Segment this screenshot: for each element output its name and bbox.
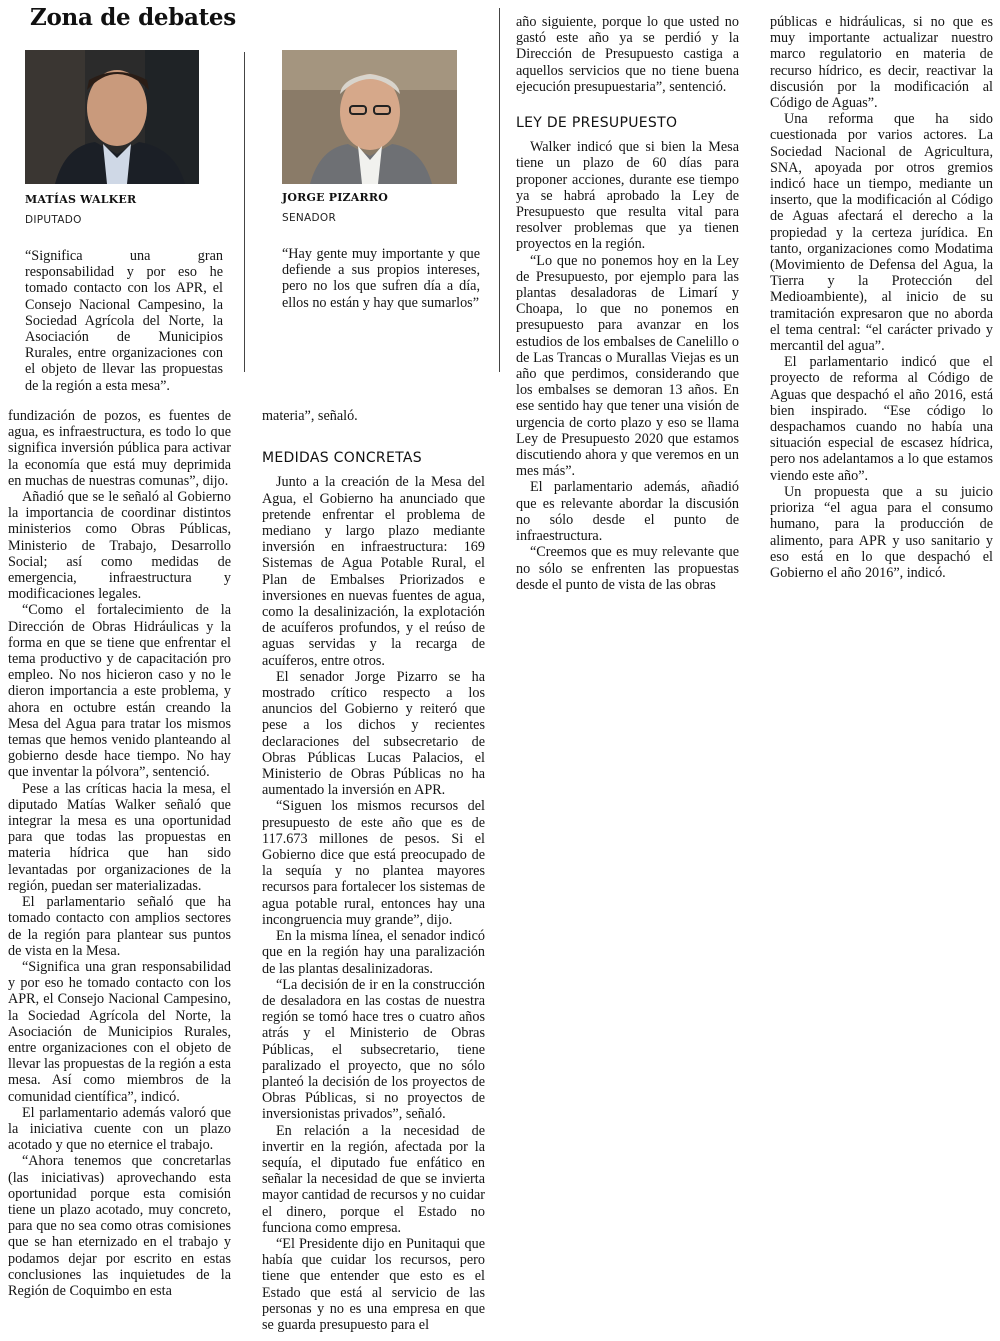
- paragraph: Junto a la creación de la Mesa del Agua, el Gobierno ha anunciado que pretende enfrentar el problema de mediano y largo plazo mediante inversión en infraestructura: 169 Sistemas de Agua Potable Rural, el Plan de Embalses Priorizados e inversiones en nuevas fuentes de agua, como la desalinización, la explotación de acuíferos profundos, y el reúso de aguas servidas y la recarga de acuíferos, entre otros.: [262, 474, 485, 669]
- profile-name-pizarro: JORGE PIZARRO: [282, 191, 388, 204]
- paragraph: fundización de pozos, es fuentes de agua, es infraestructura, es todo lo que significa inversión pública para activar la economía que está muy deprimida en muchas de nuestras comunas”, dijo.: [8, 408, 231, 489]
- paragraph: “El Presidente dijo en Punitaqui que había que cuidar los recursos, pero tiene que entender que esto es el Estado que está al servicio de las personas y no es una empresa en que se guarda presupuesto para el: [262, 1235, 485, 1333]
- paragraph: “Lo que no ponemos hoy en la Ley de Presupuesto, por ejemplo para las plantas desaladoras de Limarí y Choapa, lo que no ponemos en presupuesto para avanzar en los estudios de los embalses de Canelillo o de Las Trancas o Murallas Viejas es un año que perdimos, considerando que los embalses se demoran 13 años. En ese sentido hay que tener una visión de urgencia de corto plazo y eso se llama Ley de Presupuesto 2020 que estamos discutiendo ahora y que veremos en un mes más”.: [516, 252, 739, 480]
- article-column-1: [8, 408, 231, 1299]
- profile-divider-1: [244, 52, 245, 372]
- profile-name-walker: MATÍAS WALKER: [25, 193, 137, 206]
- paragraph: El parlamentario señaló que ha tomado contacto con amplios sectores de la región para plantear sus puntos de vista en la Mesa.: [8, 894, 231, 959]
- portrait-pizarro: [282, 50, 457, 184]
- profile-quote-walker: “Significa una gran responsabilidad y por eso he tomado contacto con los APR, el Consejo Nacional Campesino, la Sociedad Agrícola del Norte, la Asociación de Municipios Rurales, entre organizaciones con el objeto de llevar las propuestas de la región a esta mesa”.: [25, 248, 223, 394]
- paragraph: “Significa una gran responsabilidad y por eso he tomado contacto con los APR, el Consejo Nacional Campesino, la Sociedad Agrícola del Norte, la Asociación de Municipios Rurales, entre organizaciones con el objeto de llevar las propuestas de la región a esta mesa. Así como miembros de la comunidad científica”, indicó.: [8, 958, 231, 1105]
- paragraph: El parlamentario además, añadió que es relevante abordar la discusión no sólo desde el punto de infraestructura.: [516, 479, 739, 545]
- paragraph: En la misma línea, el senador indicó que en la región hay una paralización de las plantas desalinizadoras.: [262, 928, 485, 977]
- portrait-walker: [25, 50, 199, 184]
- paragraph: En relación a la necesidad de invertir en la región, afectada por la sequía, el diputado fue enfático en señalar la necesidad de que se invierta mayor cantidad de recursos y no cuidar el dinero, porque el Estado no funciona como empresa.: [262, 1122, 485, 1236]
- paragraph: Un propuesta que a su juicio prioriza “el agua para el consumo humano, para la producción de alimento, para APR y uso sanitario y eso está en lo que despachó el Gobierno el año 2016”, indicó.: [770, 483, 993, 581]
- paragraph: Walker indicó que si bien la Mesa tiene un plazo de 60 días para proponer acciones, durante ese tiempo ya se habrá aprobado la Ley de Presupuesto que resulta vital para resolver problemas que ya tienen proyectos en la región.: [516, 139, 739, 253]
- paragraph: “La decisión de ir en la construcción de desaladora en las costas de nuestra región se tomó hace tres o cuatro años atrás y el Ministerio de Obras Públicas, el subsecretario, tiene paralizado el proyecto, que no sólo planteó la decisión de los proyectos de Obras Públicas, si no proyectos de inversionistas privados”, señaló.: [262, 976, 485, 1123]
- article-column-3: [516, 14, 739, 593]
- section-title: Zona de debates: [30, 4, 236, 31]
- paragraph: año siguiente, porque lo que usted no gastó este año ya se perdió y la Dirección de Presupuesto castiga a aquellos servicios que no tiene buena ejecución presupuestaria”, sentenció.: [516, 14, 739, 95]
- profile-role-pizarro: SENADOR: [282, 212, 337, 224]
- profile-quote-pizarro: “Hay gente muy importante y que defiende a sus propios intereses, pero no los que sufren día a día, ellos no están y hay que sumarlos”: [282, 246, 480, 311]
- paragraph: El parlamentario además valoró que la iniciativa cuente con un plazo acotado y que no eternice el trabajo.: [8, 1104, 231, 1154]
- column-divider-top: [499, 8, 500, 372]
- paragraph: El parlamentario indicó que el proyecto de reforma al Código de Aguas que despachó el año 2016, está bien inspirado. “Ese código lo despachamos cuando no había una situación especial de escasez hídrica, pero nos adelantamos a lo que estamos viendo este año”.: [770, 354, 993, 484]
- subheading-ley-de-presupuesto: LEY DE PRESUPUESTO: [516, 115, 678, 132]
- paragraph: públicas e hidráulicas, si no que es muy importante actualizar nuestro marco regulatorio en materia de recurso hídrico, es decir, reactivar la discusión por la modificación al Código de Aguas”.: [770, 14, 993, 112]
- paragraph: materia”, señaló.: [262, 408, 358, 424]
- subheading-medidas-concretas: MEDIDAS CONCRETAS: [262, 450, 422, 467]
- article-column-4: [770, 14, 993, 581]
- paragraph: Una reforma que ha sido cuestionada por varios actores. La Sociedad Nacional de Agricultura, SNA, apoyada por otros gremios indicó hace un tiempo, mediante un inserto, que la modificación al Código de Aguas afectará el derecho a la propiedad y la certeza jurídica. En tanto, organizaciones como Modatima (Movimiento de Defensa del Agua, la Tierra y la Protección del Medioambiente), al inicio de su tramitación expresaron que no aborda el tema central: “el carácter privado y mercantil del agua”.: [770, 111, 993, 355]
- paragraph: Pese a las críticas hacia la mesa, el diputado Matías Walker señaló que integrar la mesa es una oportunidad para que todas las propuestas en materia hídrica que han sido levantadas por organizaciones de la región, puedan ser materializadas.: [8, 780, 231, 894]
- paragraph: “Creemos que es muy relevante que no sólo se enfrenten las propuestas desde el punto de vista de las obras: [516, 544, 739, 593]
- article-column-2: [262, 408, 485, 1333]
- paragraph: Añadió que se le señaló al Gobierno la importancia de coordinar distintos ministerios como Obras Públicas, Ministerio de Trabajo, Desarrollo Social; así como medidas de emergencia, infraestructura y modificaciones legales.: [8, 489, 231, 603]
- paragraph: “Como el fortalecimiento de la Dirección de Obras Hidráulicas y la forma en que se tiene que enfrentar el tema productivo y de capacitación pro empleo. No nos hicieron caso y no le dieron importancia a este problema, y ahora en octubre están creando la Mesa del Agua para tratar los mismos temas que hemos venido planteando al gobierno desde hace tiempo. No hay que inventar la pólvora”, sentenció.: [8, 602, 231, 781]
- paragraph: El senador Jorge Pizarro se ha mostrado crítico respecto a los anuncios del Gobierno y reiteró que pese a los dichos y recientes declaraciones del subsecretario de Obras Públicas Lucas Palacios, el Ministerio de Obras Públicas no ha aumentado la inversión en APR.: [262, 668, 485, 799]
- paragraph: “Siguen los mismos recursos del presupuesto de este año que es de 117.673 millones de pesos. Si el Gobierno dice que está preocupado de la sequía y no plantea mayores recursos para fortalecer los sistemas de agua potable rural, entonces hay una incongruencia muy grande”, dijo.: [262, 798, 485, 928]
- paragraph: “Ahora tenemos que concretarlas (las iniciativas) aprovechando esta oportunidad porque esta comisión tiene un plazo acotado, muy concreto, para que no sea como otras comisiones que se han eternizado en el trabajo y podamos dejar por escrito en estas conclusiones las inquietudes de la Región de Coquimbo en esta: [8, 1153, 231, 1299]
- profile-role-walker: DIPUTADO: [25, 214, 82, 226]
